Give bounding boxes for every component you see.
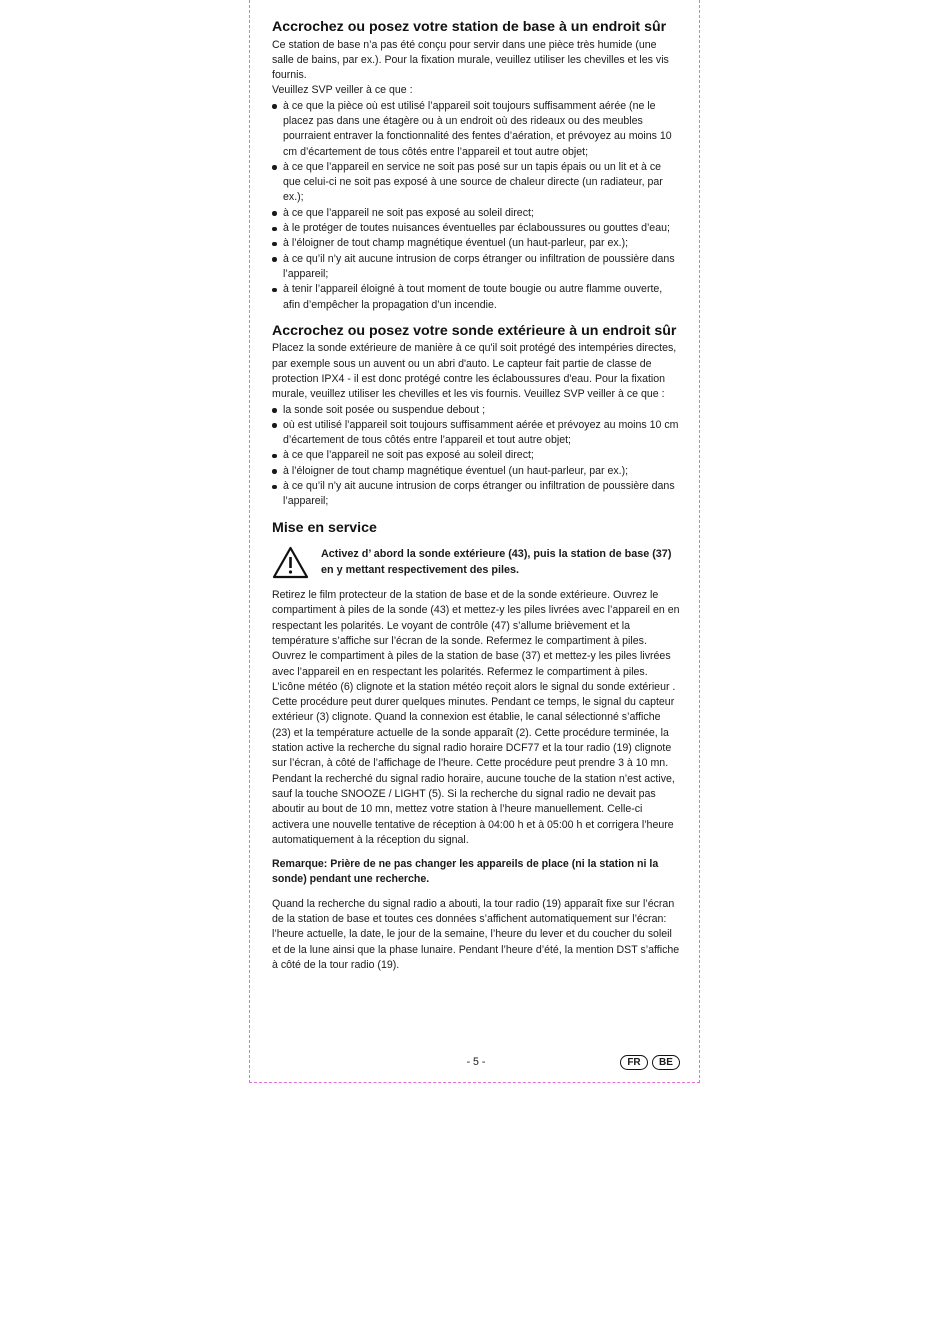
language-badge-fr: FR [620,1055,648,1070]
language-badge-be: BE [652,1055,680,1070]
bullet-list [272,403,680,510]
list-item: à ce qu’il n’y ait aucune intrusion de corps étranger ou infiltration de poussière dans l’appareil; [272,479,680,510]
list-item: à ce que l’appareil ne soit pas exposé au soleil direct; [272,206,680,221]
setup-paragraph: Quand la recherche du signal radio a abouti, la tour radio (19) apparaît fixe sur l’écran de la station de base et toutes ces données s’affichent automatiquement sur l’écran: l’heure actuelle, la date, le jour de la semaine, l’heure du lever et du coucher du soleil et de la lune ainsi que la phase lunaire. Pendant l’heure d’été, la mention DST s’affiche à côté de la tour radio (19). [272,897,680,971]
list-item: à l’éloigner de tout champ magnétique éventuel (un haut-parleur, par ex.); [272,236,680,251]
section-title-setup: Mise en service [272,519,377,536]
section-intro: Placez la sonde extérieure de manière à ce qu'il soit protégé des intempéries directes, par exemple sous un auvent ou un abri d'auto. Le capteur fait partie de classe de protection IPX4 - il est donc protégé contre les éclaboussures d'eau. Pour la fixation murale, veuillez utiliser les chevilles et les vis fournis. Veuillez SVP veiller à ce que : [272,342,677,401]
setup-paragraph: Retirez le film protecteur de la station de base et de la sonde extérieure. Ouvrez le compartiment à piles de la sonde (43) et mettez-y les piles livrées avec l’appareil en en respectant les polarités. Le voyant de contrôle (47) s’allume brièvement et la température s’affiche sur l’écran de la sonde. Refermez le compartiment à piles. Ouvrez le compartiment à piles de la station de base (37) et mettez-y les piles livrées avec l’appareil en en respectant les polarités. Refermez le compartiment à piles. L’icône météo (6) clignote et la station météo reçoit alors le signal du sonde extérieur . Cette procédure peut durer quelques minutes. Pendant ce temps, le signal du capteur extérieur (3) clignote. Quand la connexion est établie, le canal sélectionné s’affiche (23) et la température actuelle de la sonde apparaît (2). Cette procédure terminée, la station active la recherche du signal radio horaire DCF77 et la tour radio (19) clignote sur l’écran, à côté de l’affichage de l’heure. Cette procédure peut prendre 3 à 10 mn. Pendant la recherché du signal radio horaire, aucune touche de la station n’est active, sauf la touche SNOOZE / LIGHT (5). Si la recherche du signal radio ne devait pas aboutir au bout de 10 mn, mettez votre station à l’heure manuellement. Celle-ci activera une nouvelle tentative de réception à 04:00 h et à 05:00 h et corrigera l’heure automatiquement à la réception du signal. [272,589,680,846]
list-item: où est utilisé l’appareil soit toujours suffisamment aérée et prévoyez au moins 10 cm d’écartement de tous côtés entre l’appareil et tout autre objet; [272,418,680,449]
section-lead: Veuillez SVP veiller à ce que : [272,84,413,97]
list-item: à ce que l’appareil ne soit pas exposé au soleil direct; [272,448,680,463]
warning-triangle-icon [272,546,309,579]
list-item: la sonde soit posée ou suspendue debout ; [272,403,680,418]
language-badges [620,1055,680,1070]
list-item: à l’éloigner de tout champ magnétique éventuel (un haut-parleur, par ex.); [272,464,680,479]
section-intro: Ce station de base n’a pas été conçu pour servir dans une pièce très humide (une salle de bains, par ex.). Pour la fixation murale, veuillez utiliser les chevilles et les vis fournis. [272,38,669,82]
remark-note: Remarque: Prière de ne pas changer les appareils de place (ni la station ni la sonde) pendant une recherche. [272,858,659,886]
list-item: à tenir l’appareil éloigné à tout moment de toute bougie ou autre flamme ouverte, afin d’empêcher la propagation d’un incendie. [272,282,680,313]
page-content [272,18,680,973]
warning-text: Activez d’ abord la sonde extérieure (43), puis la station de base (37) en y mettant respectivement des piles. [321,548,672,577]
bullet-list [272,99,680,313]
list-item: à ce que l’appareil en service ne soit pas posé sur un tapis épais ou un lit et à ce que celui-ci ne soit pas exposé à une source de chaleur directe (un radiateur, par ex.); [272,160,680,206]
section-title-outdoor-sensor: Accrochez ou posez votre sonde extérieure à un endroit sûr [272,322,677,339]
manual-page [249,0,700,1083]
section-title-base-station: Accrochez ou posez votre station de base à un endroit sûr [272,19,667,35]
list-item: à ce qu’il n’y ait aucune intrusion de corps étranger ou infiltration de poussière dans l’appareil; [272,252,680,283]
list-item: à le protéger de toutes nuisances éventuelles par éclaboussures ou gouttes d’eau; [272,221,680,236]
warning-box [272,546,680,579]
list-item: à ce que la pièce où est utilisé l’appareil soit toujours suffisamment aérée (ne le placez pas dans une étagère ou à un endroit où des rideaux ou des meubles pourraient entraver la fonctionnalité des fentes d’aération, et prévoyez au moins 10 cm d’écartement de tous côtés entre l’appareil et tout autre objet; [272,99,680,160]
page-number: - 5 - [466,1056,486,1068]
page-footer [272,1055,680,1073]
